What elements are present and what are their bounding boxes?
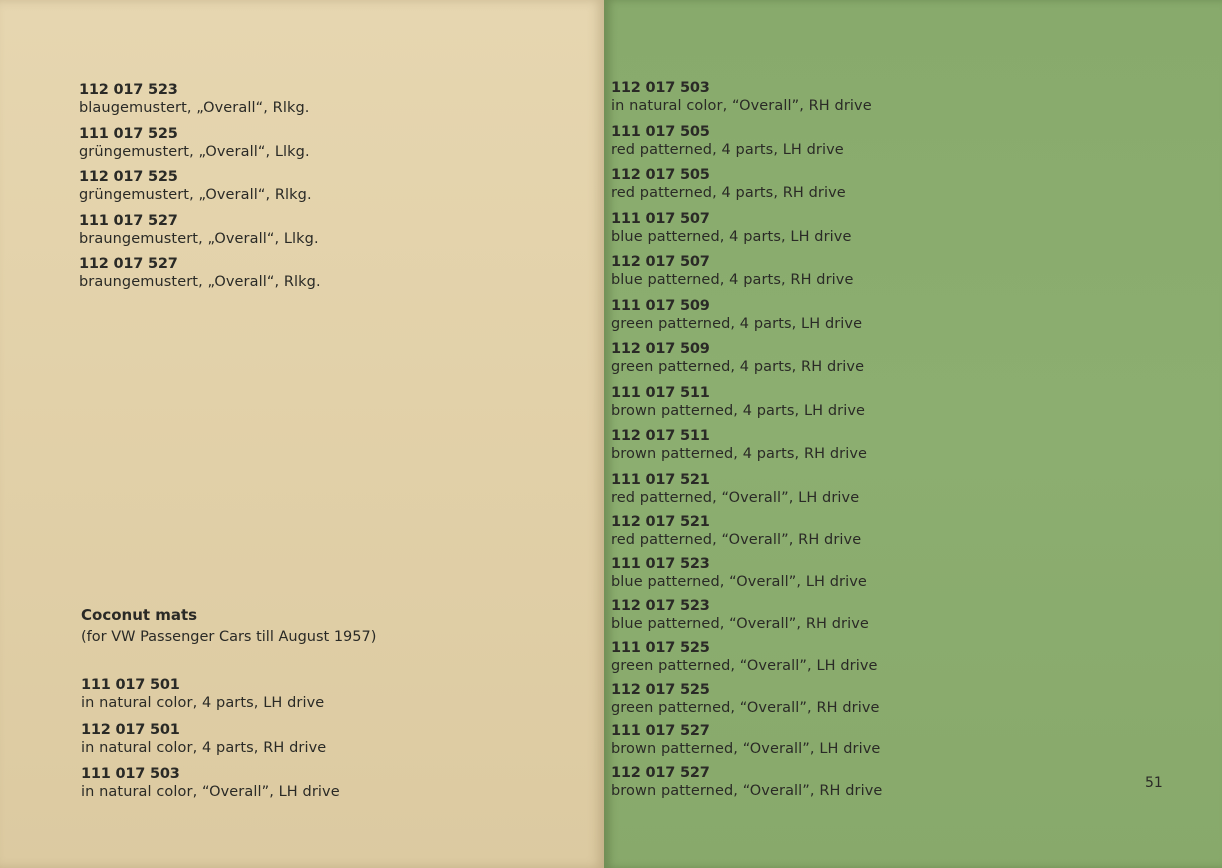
part-description: green patterned, “Overall”, RH drive bbox=[611, 699, 880, 716]
part-description: green patterned, 4 parts, RH drive bbox=[611, 359, 865, 375]
part-number: 111 017 501 bbox=[81, 677, 180, 693]
part-description: green patterned, 4 parts, LH drive bbox=[611, 315, 863, 332]
part-entry bbox=[611, 385, 1171, 429]
part-description: blaugemustert, „Overall“, Rlkg. bbox=[79, 100, 310, 116]
part-number: 112 017 507 bbox=[611, 254, 710, 270]
part-number: 111 017 509 bbox=[611, 297, 710, 314]
part-entry bbox=[611, 298, 1171, 342]
part-description: brown patterned, “Overall”, LH drive bbox=[611, 740, 881, 757]
part-number: 111 017 503 bbox=[81, 766, 180, 782]
part-number: 112 017 511 bbox=[611, 428, 710, 444]
part-description: in natural color, 4 parts, LH drive bbox=[81, 695, 325, 711]
part-number: 112 017 527 bbox=[79, 256, 178, 272]
part-number: 112 017 523 bbox=[611, 597, 710, 614]
part-number: 112 017 525 bbox=[611, 681, 710, 698]
part-description: green patterned, “Overall”, LH drive bbox=[611, 657, 878, 674]
part-number: 112 017 505 bbox=[611, 167, 710, 183]
part-description: blue patterned, “Overall”, LH drive bbox=[611, 573, 867, 590]
part-number: 112 017 501 bbox=[81, 721, 180, 738]
part-entry bbox=[611, 514, 1171, 556]
part-entry bbox=[611, 80, 1171, 124]
part-entry bbox=[611, 556, 1171, 598]
section-header bbox=[81, 606, 581, 646]
part-entry bbox=[79, 126, 579, 170]
part-description: red patterned, 4 parts, RH drive bbox=[611, 185, 846, 201]
right-list bbox=[611, 80, 1171, 807]
left-page bbox=[0, 0, 604, 868]
part-description: grüngemustert, „Overall“, Llkg. bbox=[79, 143, 310, 160]
part-description: blue patterned, 4 parts, RH drive bbox=[611, 272, 854, 288]
part-number: 111 017 527 bbox=[611, 722, 710, 739]
part-number: 111 017 507 bbox=[611, 210, 710, 227]
part-entry bbox=[611, 765, 1171, 807]
part-number: 111 017 505 bbox=[611, 123, 710, 140]
part-entry bbox=[611, 167, 1171, 211]
section-subheading: (for VW Passenger Cars till August 1957) bbox=[81, 629, 377, 645]
part-entry bbox=[611, 341, 1171, 385]
part-number: 111 017 523 bbox=[611, 555, 710, 572]
part-entry bbox=[611, 723, 1171, 765]
part-number: 111 017 525 bbox=[79, 125, 178, 142]
part-entry bbox=[81, 722, 581, 767]
part-number: 111 017 511 bbox=[611, 384, 710, 401]
part-entry bbox=[611, 682, 1171, 723]
left-top-list bbox=[79, 82, 579, 300]
part-entry bbox=[611, 472, 1171, 514]
part-entry bbox=[79, 82, 579, 126]
part-description: grüngemustert, „Overall“, Rlkg. bbox=[79, 187, 312, 203]
part-description: in natural color, “Overall”, LH drive bbox=[81, 784, 340, 800]
part-number: 111 017 525 bbox=[611, 639, 710, 656]
part-entry bbox=[611, 254, 1171, 298]
part-description: braungemustert, „Overall“, Llkg. bbox=[79, 230, 319, 247]
part-entry bbox=[611, 211, 1171, 255]
part-entry bbox=[79, 256, 579, 300]
part-number: 112 017 521 bbox=[611, 513, 710, 530]
part-description: blue patterned, 4 parts, LH drive bbox=[611, 228, 852, 245]
part-description: blue patterned, “Overall”, RH drive bbox=[611, 615, 869, 632]
part-number: 112 017 523 bbox=[79, 82, 178, 98]
part-description: brown patterned, 4 parts, RH drive bbox=[611, 446, 868, 462]
part-description: brown patterned, “Overall”, RH drive bbox=[611, 782, 883, 799]
part-description: braungemustert, „Overall“, Rlkg. bbox=[79, 274, 321, 290]
part-description: red patterned, 4 parts, LH drive bbox=[611, 141, 844, 158]
part-entry bbox=[79, 213, 579, 257]
part-entry bbox=[611, 598, 1171, 640]
part-number: 112 017 509 bbox=[611, 341, 710, 357]
part-number: 112 017 525 bbox=[79, 169, 178, 185]
part-number: 111 017 521 bbox=[611, 471, 710, 488]
part-entry bbox=[611, 124, 1171, 168]
part-description: in natural color, 4 parts, RH drive bbox=[81, 739, 327, 756]
part-entry bbox=[81, 766, 581, 811]
part-description: in natural color, “Overall”, RH drive bbox=[611, 98, 872, 114]
part-entry bbox=[81, 677, 581, 722]
left-bottom-list bbox=[81, 677, 581, 811]
part-number: 112 017 503 bbox=[611, 80, 710, 96]
section-heading: Coconut mats bbox=[81, 606, 198, 624]
page-number: 51 bbox=[1145, 775, 1163, 791]
part-description: brown patterned, 4 parts, LH drive bbox=[611, 402, 866, 419]
right-page bbox=[604, 0, 1222, 868]
part-entry bbox=[611, 428, 1171, 472]
part-description: red patterned, “Overall”, LH drive bbox=[611, 489, 860, 506]
part-entry bbox=[79, 169, 579, 213]
part-number: 111 017 527 bbox=[79, 212, 178, 229]
part-entry bbox=[611, 640, 1171, 682]
part-description: red patterned, “Overall”, RH drive bbox=[611, 531, 862, 548]
part-number: 112 017 527 bbox=[611, 764, 710, 781]
